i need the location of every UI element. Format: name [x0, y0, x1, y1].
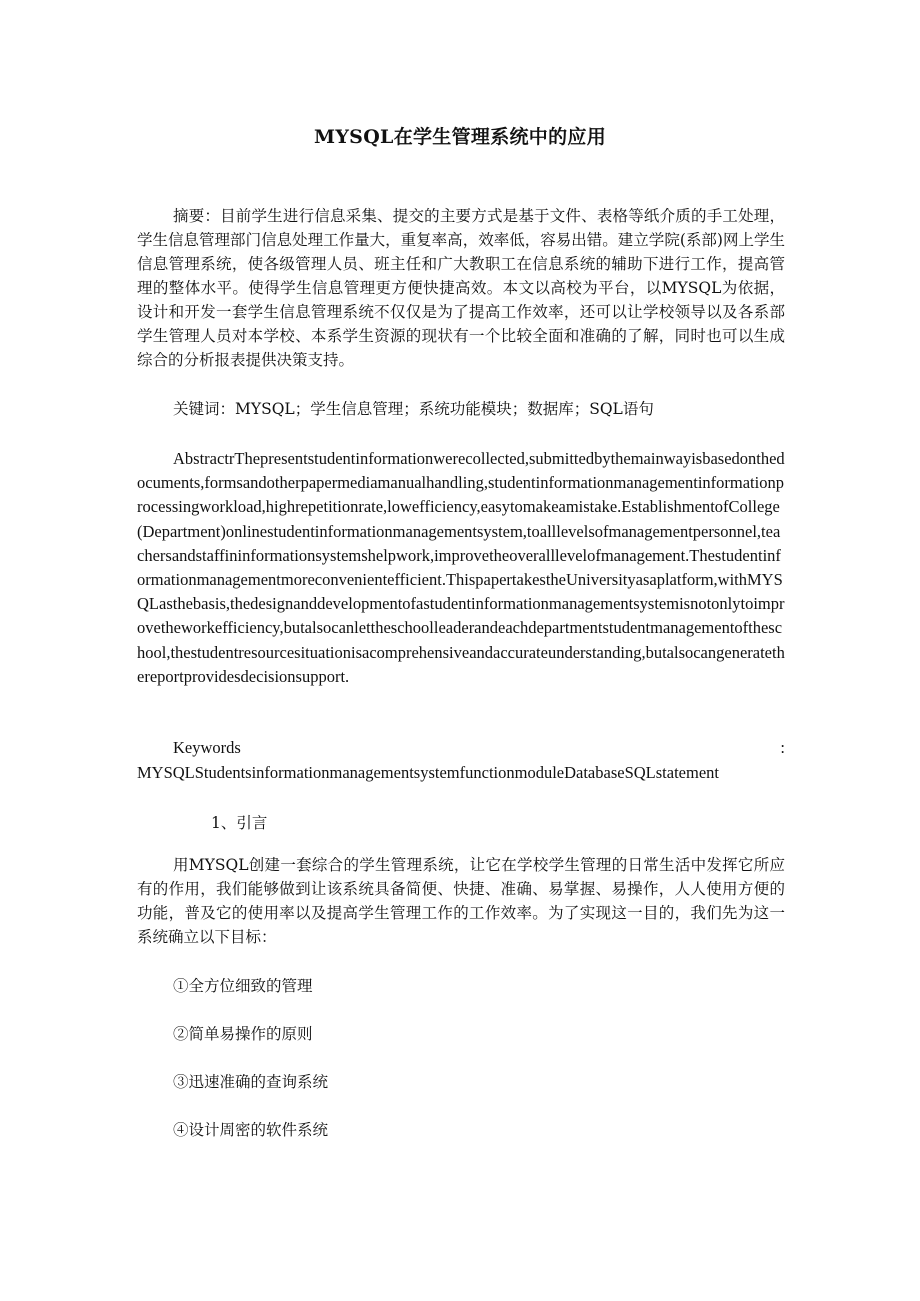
section-paragraph: 用MYSQL创建一套综合的学生管理系统，让它在学校学生管理的日常生活中发挥它所应有的作用，我们能够做到让该系统具备简便、快捷、准确、易掌握、易操作，人人使用方便的功能，普及它的使用率以及提高学生管理工作的工作效率。为了实现这一目的，我们先为这一系统确立以下目标：	[137, 856, 785, 946]
goal-item: ②简单易操作的原则	[173, 1025, 313, 1043]
keywords-en-row	[137, 736, 785, 760]
keywords-cn: 关键词：MYSQL；学生信息管理；系统功能模块；数据库；SQL语句	[173, 400, 654, 418]
keywords-en-colon: :	[780, 738, 785, 757]
goal-item: ④设计周密的软件系统	[173, 1121, 329, 1139]
section-heading: 1、引言	[211, 814, 268, 832]
goal-item: ①全方位细致的管理	[173, 977, 313, 995]
keywords-en-label: Keywords	[173, 738, 241, 757]
keywords-en: MYSQLStudentsinformationmanagementsystemfunctionmoduleDatabaseSQLstatement	[137, 763, 719, 782]
document-title: MYSQL在学生管理系统中的应用	[313, 126, 607, 148]
abstract-cn: 摘要：目前学生进行信息采集、提交的主要方式是基于文件、表格等纸介质的手工处理，学生信息管理部门信息处理工作量大，重复率高，效率低，容易出错。建立学院(系部)网上学生信息管理系统，使各级管理人员、班主任和广大教职工在信息系统的辅助下进行工作，提高管理的整体水平。使得学生信息管理更方便快捷高效。本文以高校为平台，以MYSQL为依据，设计和开发一套学生信息管理系统不仅仅是为了提高工作效率，还可以让学校领导以及各系部学生管理人员对本学校、本系学生资源的现状有一个比较全面和准确的了解，同时也可以生成综合的分析报表提供决策支持。	[137, 207, 785, 369]
goal-item: ③迅速准确的查询系统	[173, 1073, 329, 1091]
abstract-en: AbstractrThepresentstudentinformationwerecollected,submittedbythemainwayisbasedonthedocuments,formsandotherpapermediamanualhandling,studentinformationmanagementinformationprocessingworkload,highrepetitionrate,lowefficiency,easytomakeamistake.EstablishmentofCollege(Department)onlinestudentinformationmanagementsystem,toalllevelsofmanagementpersonnel,teachersandstaffininformationsystemshelpwork,improvetheoveralllevelofmanagement.Thestudentinformationmanagementmoreconvenientefficient.ThispapertakestheUniversityasaplatform,withMYSQLasthebasis,thedesignanddevelopmentofastudentinformationmanagementsystemisnotonlytoimprovetheworkefficiency,butalsocanlettheschoolleaderandeachdepartmentstudentmanagementoftheschool,thestudentresourcesituationisacomprehensiveandaccurateunderstanding,butalsocangeneratethereportprovidesdecisionsupport.	[137, 449, 785, 686]
